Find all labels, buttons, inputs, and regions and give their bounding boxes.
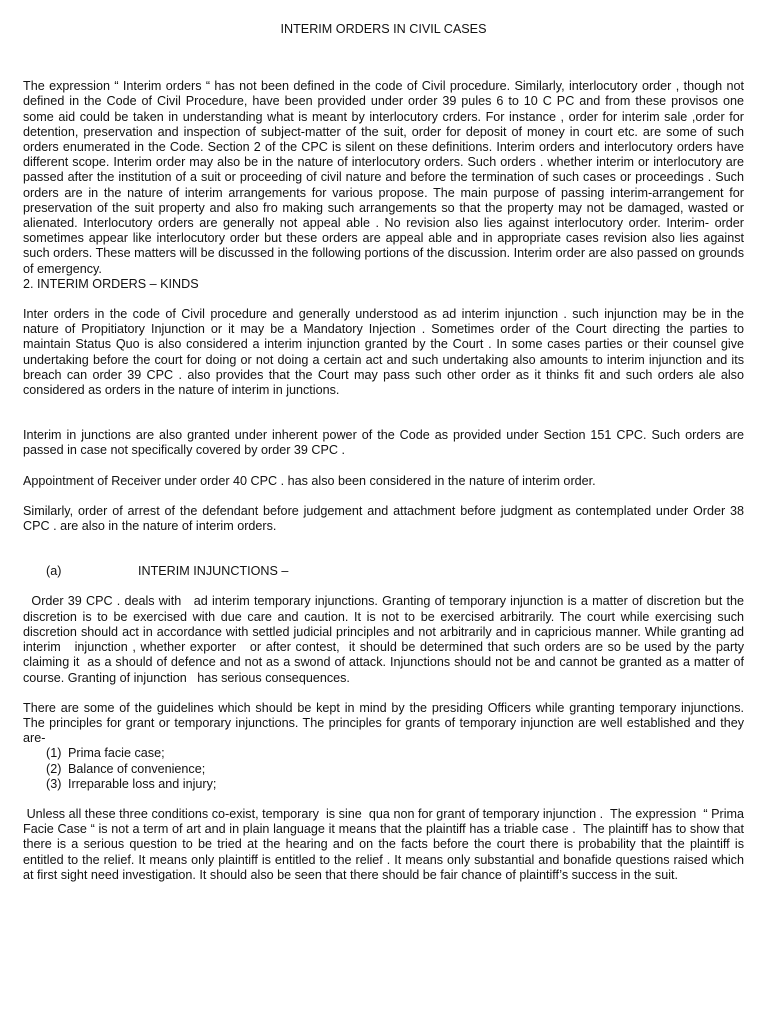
- paragraph-arrest-attachment: Similarly, order of arrest of the defendant before judgement and attachment before judgment as contemplated under Order 38 CPC . are also in the nature of interim orders.: [23, 503, 744, 534]
- paragraph-guidelines: There are some of the guidelines which should be kept in mind by the presiding Officers while granting temporary injunctions. The principles for grant or temporary injunctions. The principles for grants of temporary injunction are well established and they are-: [23, 700, 744, 746]
- sub-heading-interim-injunctions: [23, 564, 744, 579]
- paragraph-order-39: Order 39 CPC . deals with ad interim temporary injunctions. Granting of temporary injunction is a matter of discretion but the discretion is to be exercised with due care and caution. It is not to be exercised arbitrarily. The court while exercising such discretion should act in accordance with settled judicial principles and not arbitrarily and in capricious manner. While granting ad interim injunction , whether exporter or after contest, it should be determined that such orders are so be used by the party claiming it as a should of defence and not as a swond of attack. Injunctions should not be and cannot be granted as a matter of course. Granting of injunction has serious consequences.: [23, 594, 748, 685]
- list-item-number: (2): [46, 761, 62, 776]
- list-item: [23, 762, 744, 777]
- paragraph-receiver: Appointment of Receiver under order 40 CPC . has also been considered in the nature of interim order.: [23, 473, 596, 488]
- sub-heading-text: INTERIM INJUNCTIONS –: [138, 564, 289, 579]
- conditions-list: [23, 746, 744, 792]
- list-item-number: (1): [46, 746, 62, 761]
- document-title: INTERIM ORDERS IN CIVIL CASES: [280, 22, 487, 36]
- paragraph-interim-orders-definition: The expression “ Interim orders “ has not been defined in the code of Civil procedure. Similarly, interlocutory order , though not defined in the Code of Civil Procedure, have been provided under order 39 pules 6 to 10 C PC and from these provisos one some aid could be taken in understanding what is meant by interlocutory crders. For instance , order for interim sale ,order for detention, preservation and inspection of subject-matter of the suit, order for deposit of money in court etc. are some of such orders enumerated in the Code. Section 2 of the CPC is silent on these definitions. Interim orders and interlocutory orders have different scope. Interim order may also be in the nature of interlocutory orders. Such orders . whether interim or interlocutory are passed after the institution of a suit or proceeding of civil nature and before the termination of such cases or proceedings . Such orders are in the nature of interim arrangements for various propose. The main purpose of passing interim-arrangement for preservation of the suit property and also fro making such arrangements so that the property may not be damaged, wasted or alienated. Interlocutory orders are generally not appeal able . No revision also lies against interlocutory order. Interim- order sometimes appear like interlocutory order but these orders are appeal able and in appropriate cases revision also lies against such orders. These matters will be discussed in the following portions of the discussion. Interim order are also passed on grounds of emergency.: [23, 79, 744, 276]
- list-item-text: Balance of convenience;: [68, 761, 206, 776]
- paragraph-interim-injunction-kinds: Inter orders in the code of Civil procedure and generally understood as ad interim injunction . such injunction may be in the nature of Propitiatory Injunction or it may be a Mandatory Injection . Sometimes order of the Court directing the parties to maintain Status Quo is also considered a interim injunction granted by the Court . In some cases parties or their counsel give undertaking before the court for doing or not doing a certain act and such undertaking also amounts to interim injunction and its breach can order 39 CPC . also provides that the Court may pass such other order as it thinks fit and such orders ale also considered as orders in the nature of interim in junctions.: [23, 307, 744, 398]
- list-item: [23, 746, 744, 761]
- list-item-number: (3): [46, 776, 62, 791]
- sub-heading-number: (a): [46, 564, 62, 579]
- section-heading-kinds: 2. INTERIM ORDERS – KINDS: [23, 276, 199, 291]
- list-item: [23, 777, 744, 792]
- paragraph-prima-facie: Unless all these three conditions co-exist, temporary is sine qua non for grant of temporary injunction . The expression “ Prima Facie Case “ is not a term of art and in plain language it means that the plaintiff has a triable case . The plaintiff has to show that there is a serious question to be tried at the hearing and on the facts before the court there is probability that the plaintiff is entitled to the relief. It means only plaintiff is entitled to the relief . It means only substantial and bonafide questions raised which at first sight need investigation. It should also be seen that there should be fair chance of plaintiff’s success in the suit.: [23, 806, 748, 882]
- list-item-text: Irreparable loss and injury;: [68, 776, 217, 791]
- paragraph-inherent-power: Interim in junctions are also granted under inherent power of the Code as provided under Section 151 CPC. Such orders are passed in case not specifically covered by order 39 CPC .: [23, 428, 744, 458]
- list-item-text: Prima facie case;: [68, 746, 165, 761]
